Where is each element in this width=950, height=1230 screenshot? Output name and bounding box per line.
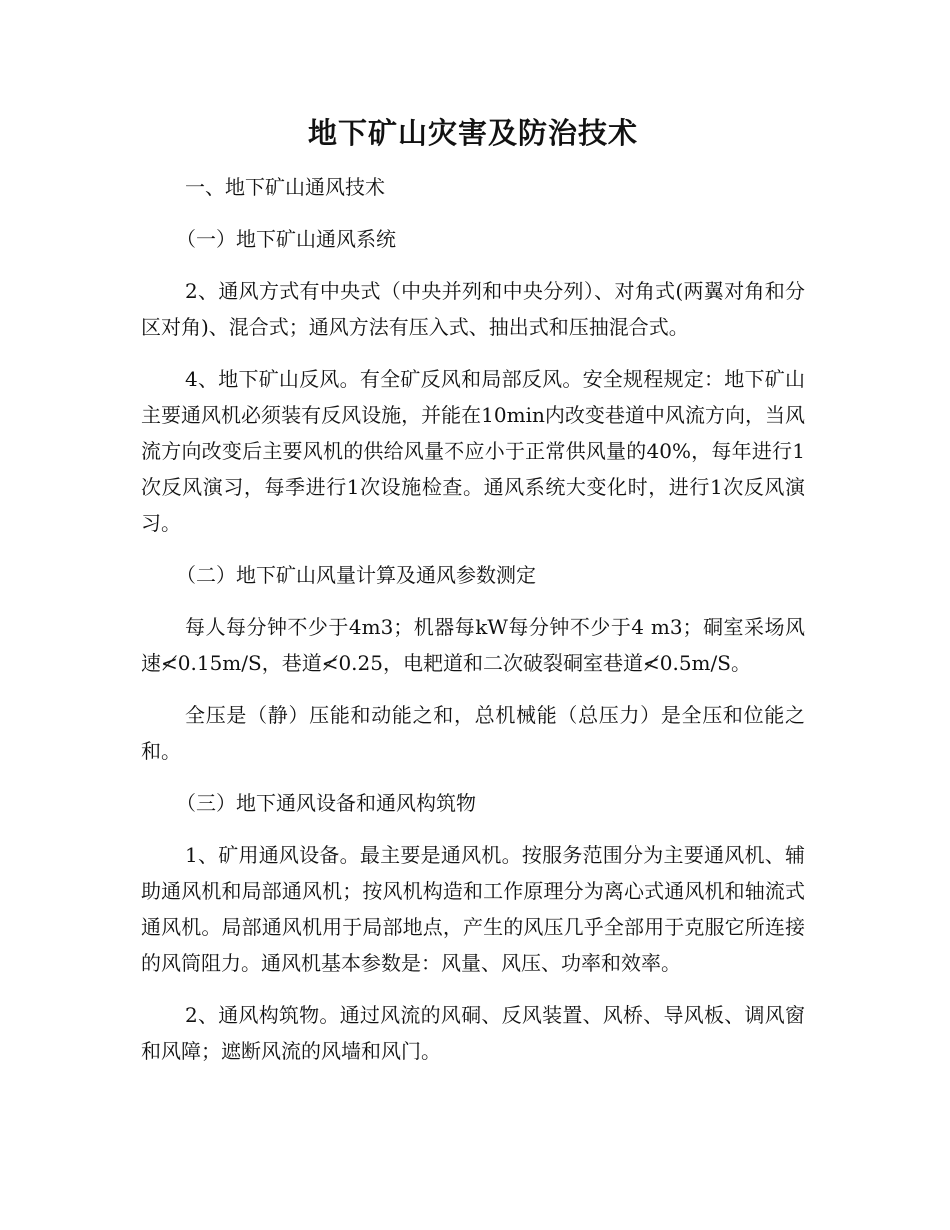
paragraph-ventilation-methods: 2、通风方式有中央式（中央并列和中央分列）、对角式(两翼对角和分区对角)、混合式；通风方法有压入式、抽出式和压抽混合式。	[141, 279, 805, 339]
document-title: 地下矿山灾害及防治技术	[307, 116, 638, 150]
subsection-heading-air-volume: （二）地下矿山风量计算及通风参数测定	[176, 563, 536, 587]
paragraph-ventilation-equipment: 1、矿用通风设备。最主要是通风机。按服务范围分为主要通风机、辅助通风机和局部通风机；按风机构造和工作原理分为离心式通风机和轴流式通风机。局部通风机用于局部地点，产生的风压几乎全部用于克服它所连接的风筒阻力。通风机基本参数是：风量、风压、功率和效率。	[141, 843, 805, 975]
document-body	[141, 112, 805, 1085]
paragraph-ventilation-structures: 2、通风构筑物。通过风流的风硐、反风装置、风桥、导风板、调风窗和风障；遮断风流的风墙和风门。	[141, 1003, 805, 1063]
section-heading-ventilation: 一、地下矿山通风技术	[185, 175, 385, 199]
subsection-heading-equipment: （三）地下通风设备和通风构筑物	[176, 791, 476, 815]
paragraph-total-pressure: 全压是（静）压能和动能之和，总机械能（总压力）是全压和位能之和。	[141, 703, 805, 763]
paragraph-air-requirements: 每人每分钟不少于4m3；机器每kW每分钟不少于4 m3；硐室采场风速≮0.15m/S，巷道≮0.25，电耙道和二次破裂硐室巷道≮0.5m/S。	[141, 615, 805, 675]
subsection-heading-system: （一）地下矿山通风系统	[176, 227, 396, 251]
paragraph-reverse-airflow: 4、地下矿山反风。有全矿反风和局部反风。安全规程规定：地下矿山主要通风机必须装有反风设施，并能在10min内改变巷道中风流方向，当风流方向改变后主要风机的供给风量不应小于正常供风量的40%，每年进行1次反风演习，每季进行1次设施检查。通风系统大变化时，进行1次反风演习。	[141, 367, 805, 535]
